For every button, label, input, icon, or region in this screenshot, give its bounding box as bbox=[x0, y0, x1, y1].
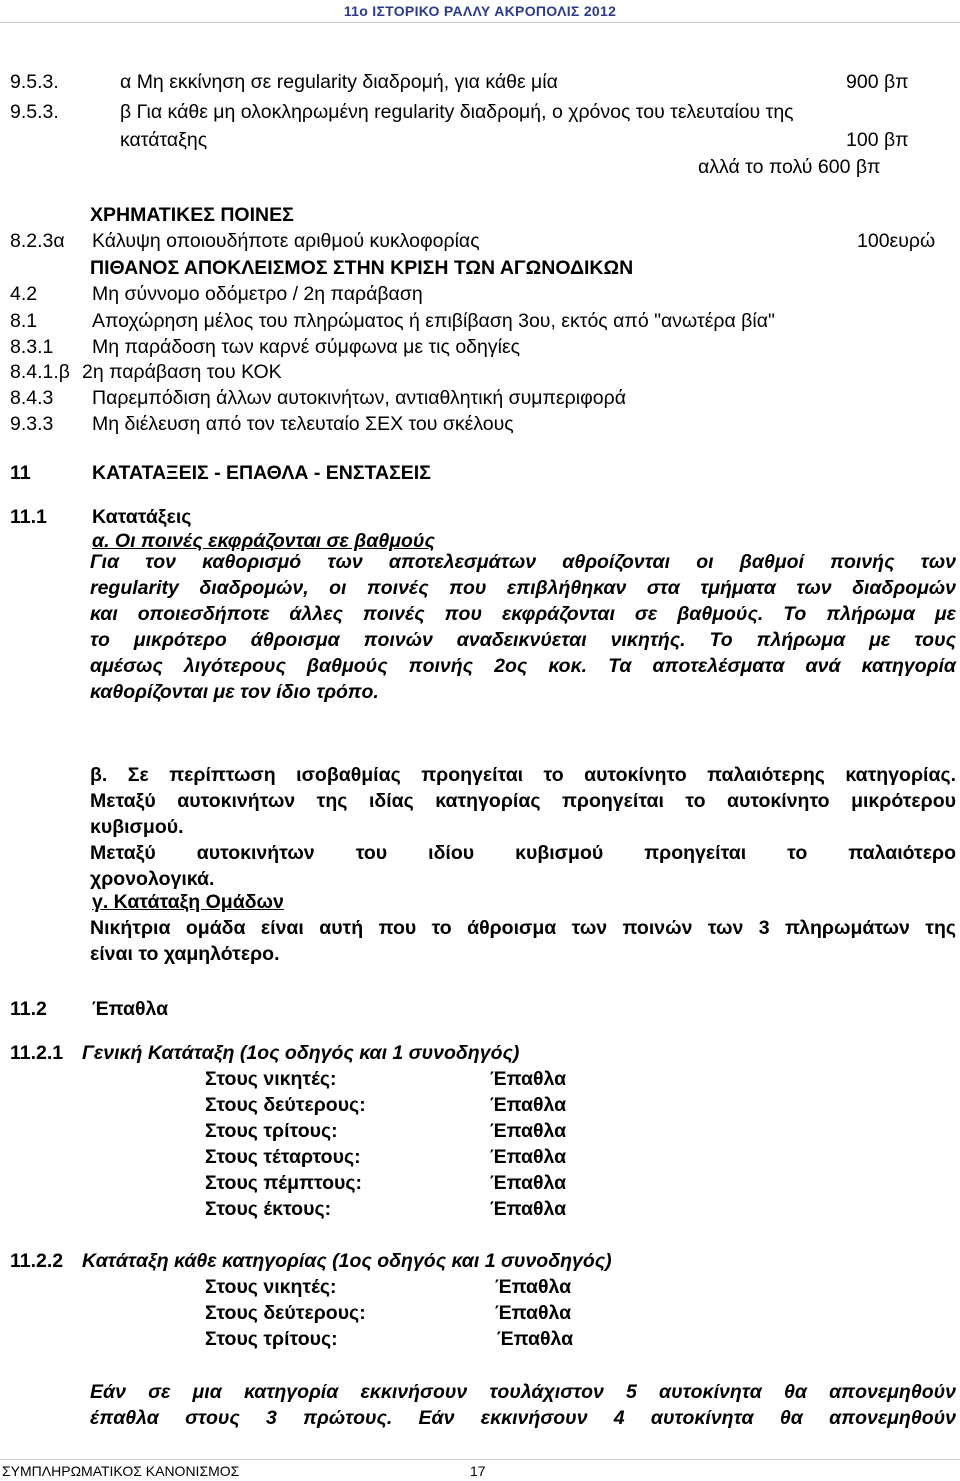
award-general-value-2: Έπαθλα bbox=[490, 1094, 567, 1116]
award-general-value-1: Έπαθλα bbox=[490, 1068, 567, 1090]
exclusion-title: ΠΙΘΑΝΟΣ ΑΠΟΚΛΕΙΣΜΟΣ ΣΤΗΝ ΚΡΙΣΗ ΤΩΝ ΑΓΩΝΟΔΙΚΩΝ bbox=[90, 257, 634, 279]
para-c-body bbox=[90, 915, 956, 967]
para-b-line-3: κυβισμού. bbox=[90, 816, 184, 838]
header-divider bbox=[0, 22, 960, 23]
award-category-place-1: Στους νικητές: bbox=[205, 1276, 337, 1298]
money-item-value: 100ευρώ bbox=[857, 230, 936, 252]
footer-divider bbox=[0, 1459, 960, 1460]
para-c-line-2: είναι το χαμηλότερο. bbox=[90, 943, 280, 965]
final-paragraph bbox=[90, 1379, 956, 1431]
para-a-line-6: καθορίζονται με τον ίδιο τρόπο. bbox=[90, 681, 379, 703]
money-penalties-title: ΧΡΗΜΑΤΙΚΕΣ ΠΟΙΝΕΣ bbox=[90, 204, 294, 226]
section-11-2-title: Έπαθλα bbox=[92, 998, 169, 1020]
section-11-title: ΚΑΤΑΤΑΞΕΙΣ - ΕΠΑΘΛΑ - ΕΝΣΤΑΣΕΙΣ bbox=[92, 462, 431, 484]
para-a-line-1: Για τον καθορισμό των αποτελεσμάτων αθροίζονται οι βαθμοί ποινής των bbox=[90, 551, 956, 573]
page-number: 17 bbox=[470, 1463, 486, 1479]
final-line-2: έπαθλα στους 3 πρώτους. Εάν εκκινήσουν 4 αυτοκίνητα θα απονεμηθούν bbox=[90, 1407, 956, 1429]
para-b-line-2: Μεταξύ αυτοκινήτων της ιδίας κατηγορίας προηγείται το αυτοκίνητο μικρότερου bbox=[90, 790, 956, 812]
exclusion-text-3: Μη παράδοση των καρνέ σύμφωνα με τις οδηγίες bbox=[92, 336, 521, 358]
final-line-1: Εάν σε μια κατηγορία εκκινήσουν τουλάχιστον 5 αυτοκίνητα θα απονεμηθούν bbox=[90, 1381, 956, 1403]
section-11-2-1-num: 11.2.1 bbox=[10, 1042, 64, 1064]
para-a-line-4: το μικρότερο άθροισμα ποινών αναδεικνύεται νικητής. Το πλήρωμα με τους bbox=[90, 629, 956, 651]
award-category-value-1: Έπαθλα bbox=[495, 1276, 572, 1298]
exclusion-num-1: 4.2 bbox=[10, 283, 38, 305]
award-general-place-2: Στους δεύτερους: bbox=[205, 1094, 366, 1116]
section-11-2-num: 11.2 bbox=[10, 998, 47, 1020]
para-b-line-1: β. Σε περίπτωση ισοβαθμίας προηγείται το αυτοκίνητο παλαιότερης κατηγορίας. bbox=[90, 764, 956, 786]
para-a-line-2: regularity διαδρομών, οι ποινές που επιβλήθηκαν στα τμήματα των διαδρομών bbox=[90, 577, 956, 599]
award-category-value-3: Έπαθλα bbox=[497, 1328, 574, 1350]
exclusion-text-6: Μη διέλευση από τον τελευταίο ΣΕΧ του σκέλους bbox=[92, 413, 514, 435]
penalty-text-2: β Για κάθε μη ολοκληρωμένη regularity διαδρομή, ο χρόνος του τελευταίου της bbox=[120, 101, 794, 123]
penalty-cap: αλλά το πολύ 600 βπ bbox=[698, 156, 881, 178]
section-11-2-2-num: 11.2.2 bbox=[10, 1250, 64, 1272]
penalty-text-1: α Μη εκκίνηση σε regularity διαδρομή, για κάθε μία bbox=[120, 71, 558, 93]
penalty-text-2b: κατάταξης bbox=[120, 129, 208, 151]
section-11-1-num: 11.1 bbox=[10, 506, 47, 528]
award-general-place-6: Στους έκτους: bbox=[205, 1198, 332, 1220]
para-a-line-5: αμέσως λιγότερους βαθμούς ποινής 2ος κοκ. Τα αποτελέσματα ανά κατηγορία bbox=[90, 655, 956, 677]
award-general-place-5: Στους πέμπτους: bbox=[205, 1172, 362, 1194]
para-c-title: γ. Κατάταξη Ομάδων bbox=[92, 891, 284, 913]
money-item-text: Κάλυψη οποιουδήποτε αριθμού κυκλοφορίας bbox=[92, 230, 480, 252]
penalty-value-1: 900 βπ bbox=[846, 71, 909, 93]
award-general-place-1: Στους νικητές: bbox=[205, 1068, 337, 1090]
award-category-place-3: Στους τρίτους: bbox=[205, 1328, 338, 1350]
section-11-2-2-title: Κατάταξη κάθε κατηγορίας (1ος οδηγός και 1 συνοδηγός) bbox=[82, 1250, 612, 1272]
award-general-place-4: Στους τέταρτους: bbox=[205, 1146, 361, 1168]
page-header: 11ο ΙΣΤΟΡΙΚΟ ΡΑΛΛΥ ΑΚΡΟΠΟΛΙΣ 2012 bbox=[343, 3, 617, 19]
section-11-num: 11 bbox=[10, 462, 31, 484]
penalty-num-2: 9.5.3. bbox=[10, 101, 59, 123]
exclusion-num-3: 8.3.1 bbox=[10, 336, 54, 358]
section-11-2-1-title: Γενική Κατάταξη (1ος οδηγός και 1 συνοδηγός) bbox=[82, 1042, 520, 1064]
award-general-place-3: Στους τρίτους: bbox=[205, 1120, 338, 1142]
award-general-value-5: Έπαθλα bbox=[490, 1172, 567, 1194]
award-category-place-2: Στους δεύτερους: bbox=[205, 1302, 366, 1324]
award-general-value-6: Έπαθλα bbox=[490, 1198, 567, 1220]
para-c-line-1: Νικήτρια ομάδα είναι αυτή που το άθροισμα των ποινών των 3 πληρωμάτων της bbox=[90, 917, 956, 939]
penalty-num-1: 9.5.3. bbox=[10, 71, 59, 93]
award-category-value-2: Έπαθλα bbox=[495, 1302, 572, 1324]
para-b-line-4: Μεταξύ αυτοκινήτων του ιδίου κυβισμού προηγείται το παλαιότερο bbox=[90, 842, 956, 864]
footer-title: ΣΥΜΠΛΗΡΩΜΑΤΙΚΟΣ ΚΑΝΟΝΙΣΜΟΣ bbox=[2, 1463, 240, 1479]
exclusion-num-5: 8.4.3 bbox=[10, 387, 54, 409]
award-general-value-3: Έπαθλα bbox=[490, 1120, 567, 1142]
exclusion-text-1: Μη σύννομο οδόμετρο / 2η παράβαση bbox=[92, 283, 423, 305]
para-b-line-5: χρονολογικά. bbox=[90, 868, 215, 890]
exclusion-text-5: Παρεμπόδιση άλλων αυτοκινήτων, αντιαθλητική συμπεριφορά bbox=[92, 387, 626, 409]
para-a-title: α. Οι ποινές εκφράζονται σε βαθμούς bbox=[92, 530, 435, 552]
para-a-body bbox=[90, 549, 956, 705]
penalty-value-2: 100 βπ bbox=[846, 129, 909, 151]
money-item-num: 8.2.3α bbox=[10, 230, 65, 252]
exclusion-num-2: 8.1 bbox=[10, 310, 38, 332]
exclusion-num-4: 8.4.1.β bbox=[10, 361, 71, 383]
exclusion-num-6: 9.3.3 bbox=[10, 413, 54, 435]
para-b-body bbox=[90, 762, 956, 892]
award-general-value-4: Έπαθλα bbox=[490, 1146, 567, 1168]
para-a-line-3: και οποιεσδήποτε άλλες ποινές που εκφράζονται σε βαθμούς. Το πλήρωμα με bbox=[90, 603, 956, 625]
exclusion-text-2: Αποχώρηση μέλος του πληρώματος ή επιβίβαση 3ου, εκτός από "ανωτέρα βία" bbox=[92, 310, 775, 332]
section-11-1-title: Κατατάξεις bbox=[92, 506, 192, 528]
exclusion-text-4: 2η παράβαση του ΚΟΚ bbox=[82, 361, 282, 383]
